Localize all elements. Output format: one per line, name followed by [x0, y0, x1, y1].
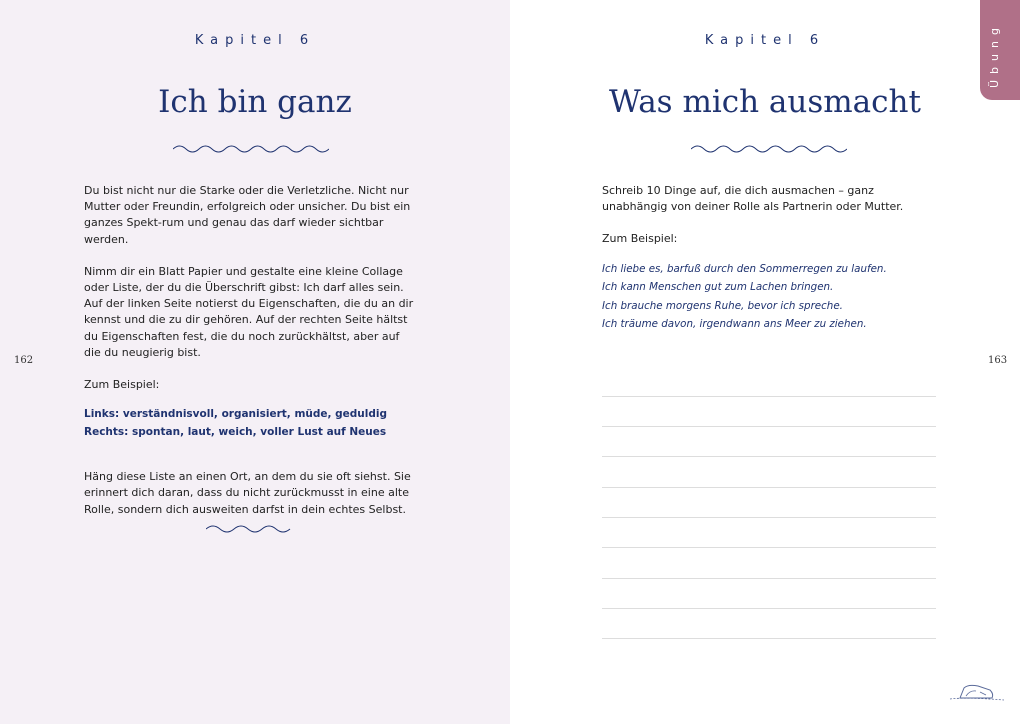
paragraph: Zum Beispiel:: [84, 378, 160, 392]
writing-line: [602, 517, 936, 518]
body-text: [84, 183, 419, 518]
wave-divider-icon: [206, 523, 292, 535]
writing-line: [602, 396, 936, 397]
chapter-label: Kapitel 6: [194, 33, 316, 48]
writing-line: [602, 608, 936, 609]
example-right: Rechts: spontan, laut, weich, voller Lust auf Neues: [84, 426, 387, 439]
writing-line: [602, 456, 936, 457]
paragraph: Du bist nicht nur die Starke oder die Verletzliche. Nicht nur Mutter oder Freundin, erfolgreich oder unsicher. Du bist ein ganzes Spekt-rum und genau das darf wieder sichtbar werden.: [84, 184, 411, 246]
page-title: Ich bin ganz: [158, 84, 352, 120]
page-title: Was mich ausmacht: [609, 84, 921, 120]
chapter-label: Kapitel 6: [704, 33, 826, 48]
paragraph: Nimm dir ein Blatt Papier und gestalte eine kleine Collage oder Liste, der du die Überschrift gibst: Ich darf alles sein. Auf der linken Seite notierst du Eigenschaften, die du an dir kennst und die zu dir gehören. Auf der rechten Seite hältst du Eigenschaften fest, die du noch zurückhältst, aber auf die du neugierig bist.: [84, 264, 414, 359]
writing-line: [602, 426, 936, 427]
wave-divider-icon: [173, 143, 329, 155]
example-item: Ich kann Menschen gut zum Lachen bringen.: [602, 281, 834, 294]
page-number: 163: [988, 355, 1008, 366]
paragraph: Häng diese Liste an einen Ort, an dem du sie oft siehst. Sie erinnert dich daran, dass du nicht zurückmusst in eine alte Rolle, sondern dich ausweiten darfst in dein echtes Selbst.: [84, 470, 411, 516]
stone-illustration-icon: [946, 680, 1010, 704]
paragraph: Zum Beispiel:: [602, 232, 678, 246]
tab-label: Übung: [988, 22, 1001, 88]
paragraph: Schreib 10 Dinge auf, die dich ausmachen – ganz unabhängig von deiner Rolle als Partnerin oder Mutter.: [602, 184, 904, 214]
example-left: Links: verständnisvoll, organisiert, müde, geduldig: [84, 408, 388, 421]
right-page: [510, 0, 1020, 724]
writing-line: [602, 487, 936, 488]
example-item: Ich liebe es, barfuß durch den Sommerregen zu laufen.: [602, 262, 887, 275]
wave-divider-icon: [691, 143, 847, 155]
example-item: Ich brauche morgens Ruhe, bevor ich spreche.: [602, 299, 843, 312]
body-text: [602, 183, 942, 334]
writing-line: [602, 578, 936, 579]
writing-line: [602, 638, 936, 639]
page-number: 162: [14, 355, 34, 366]
writing-line: [602, 547, 936, 548]
example-item: Ich träume davon, irgendwann ans Meer zu ziehen.: [602, 318, 867, 331]
